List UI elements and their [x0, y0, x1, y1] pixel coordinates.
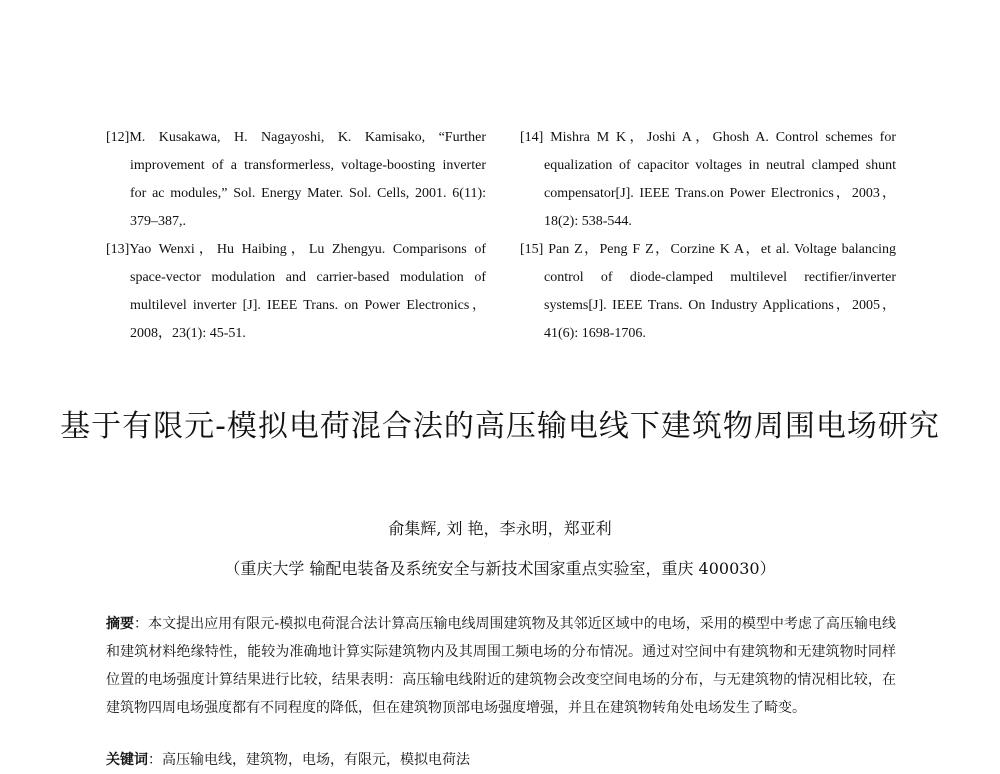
- abstract: [106, 610, 896, 722]
- references-left-column: [106, 124, 486, 348]
- references-right-column: [520, 124, 896, 348]
- authors: 俞集辉, 刘 艳，李永明，郑亚利: [388, 519, 612, 538]
- paper-title: 基于有限元-模拟电荷混合法的高压输电线下建筑物周围电场研究: [60, 409, 940, 444]
- keywords-text: ：高压输电线，建筑物，电场，有限元，模拟电荷法: [148, 752, 470, 768]
- abstract-text: ：本文提出应用有限元-模拟电荷混合法计算高压输电线周围建筑物及其邻近区域中的电场，采用的模型中考虑了高压输电线和建筑材料绝缘特性，能较为准确地计算实际建筑物内及其周围工频电场的分布情况。通过对空间中有建筑物和无建筑物时同样位置的电场强度计算结果进行比较，结果表明：高压输电线附近的建筑物会改变空间电场的分布，与无建筑物的情况相比较，在建筑物四周电场强度都有不同程度的降低，但在建筑物顶部电场强度增强，并且在建筑物转角处电场发生了畸变。: [106, 616, 896, 716]
- abstract-label: 摘要: [106, 616, 135, 632]
- keywords: [106, 746, 896, 774]
- keywords-label: 关键词: [106, 752, 148, 768]
- reference-14: [14] Mishra M K，Joshi A，Ghosh A. Control schemes for equalization of capacitor voltages in neutral clamped shunt compensator[J]. IEEE Trans.on Power Electronics，2003，18(2): 538-544.: [520, 130, 896, 229]
- reference-13: [13]Yao Wenxi，Hu Haibing，Lu Zhengyu. Comparisons of space-vector modulation and carrier-based modulation of multilevel inverter [J]. IEEE Trans. on Power Electronics，2008，23(1): 45-51.: [106, 242, 486, 341]
- reference-12: [12]M. Kusakawa, H. Nagayoshi, K. Kamisako, “Further improvement of a transformerless, voltage-boosting inverter for ac modules,” Sol. Energy Mater. Sol. Cells, 2001. 6(11): 379–387,.: [106, 130, 486, 229]
- affiliation: （重庆大学 输配电装备及系统安全与新技术国家重点实验室，重庆 400030）: [224, 559, 776, 578]
- reference-15: [15] Pan Z，Peng F Z，Corzine K A，et al. Voltage balancing control of diode-clamped multilevel rectifier/inverter systems[J]. IEEE Trans. On Industry Applications，2005，41(6): 1698-1706.: [520, 242, 896, 341]
